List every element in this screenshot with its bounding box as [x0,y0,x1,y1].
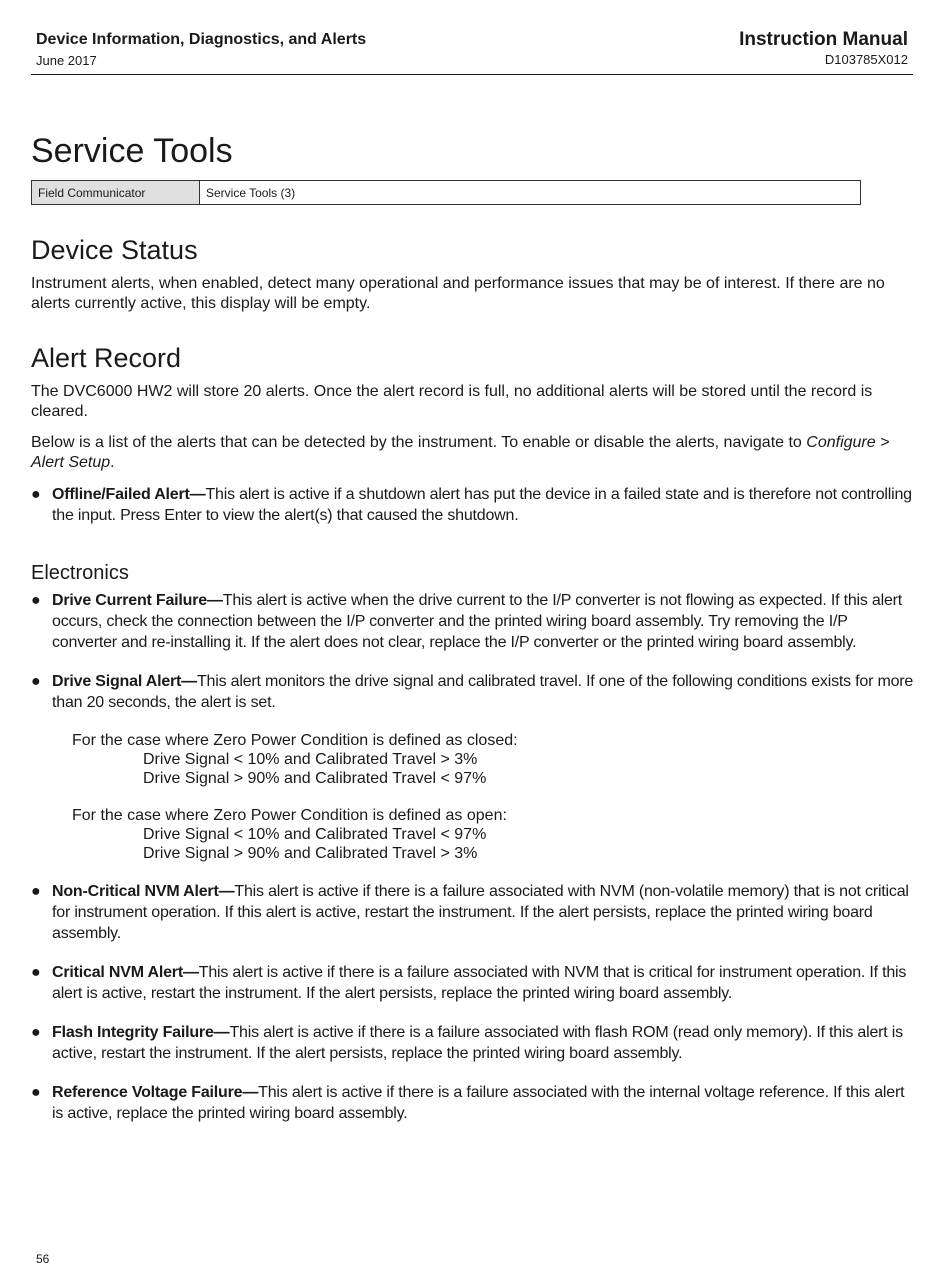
intro-prefix: Below is a list of the alerts that can be detected by the instrument. To enable or disable the alerts, navigate to [31,434,807,451]
list-item [31,671,915,863]
section-title: Device Information, Diagnostics, and Alerts [36,31,367,48]
open-condition-2: Drive Signal > 90% and Calibrated Travel > 3% [143,845,478,862]
alert-description: This alert is active if a shutdown alert has put the device in a failed state and is therefore not controlling the input. Press Enter to view the alert(s) that caused the shutdown. [52,486,912,524]
electronics-heading: Electronics [31,562,129,584]
closed-condition-2: Drive Signal > 90% and Calibrated Travel < 97% [143,770,487,787]
running-header-left [36,30,366,70]
device-status-text: Instrument alerts, when enabled, detect many operational and performance issues that may be of interest. If there are no alerts currently active, this display will be empty. [31,275,885,312]
alert-title: Critical NVM Alert— [52,964,199,981]
publication-date: June 2017 [36,53,97,68]
alert-description: This alert is active if there is a failure associated with NVM that is critical for instrument operation. If this alert is active, restart the instrument. If the alert persists, replace the printed wiring board assembly. [52,964,907,1002]
alert-title: Drive Signal Alert— [52,673,197,690]
bullet-icon: ● [31,883,41,900]
open-condition-intro: For the case where Zero Power Condition is defined as open: [72,807,507,824]
field-communicator-path: Service Tools (3) [200,181,861,205]
list-item [31,484,915,526]
list-item [31,1082,915,1124]
intro-suffix: . [110,453,115,471]
alert-description: This alert is active when the drive current to the I/P converter is not flowing as expected. If this alert occurs, check the connection between the I/P converter and the printed wiring board assembly. Try removing the I/P converter and re-installing it. If the alert does not clear, replace the I/P converter or the printed wiring board assembly. [52,592,903,651]
alert-setup-nav-path: Configure > Alert Setup [31,434,890,471]
document-number: D103785X012 [824,52,908,67]
list-item [31,881,915,944]
alert-title: Non-Critical NVM Alert— [52,883,235,900]
alert-title: Drive Current Failure— [52,592,223,609]
alert-title: Reference Voltage Failure— [52,1084,259,1101]
manual-title: Instruction Manual [739,29,908,50]
alert-description: This alert is active if there is a failure associated with the internal voltage reference. If this alert is active, replace the printed wiring board assembly. [52,1084,905,1122]
closed-condition-1: Drive Signal < 10% and Calibrated Travel > 3% [143,751,478,768]
bullet-icon: ● [31,486,41,503]
open-condition-block [72,806,915,863]
bullet-icon: ● [31,1024,41,1041]
list-item [31,962,915,1004]
bullet-icon: ● [31,592,41,609]
offline-alert-list [31,484,915,526]
alert-description: This alert monitors the drive signal and calibrated travel. If one of the following conditions exists for more than 20 seconds, the alert is set. [52,673,914,711]
list-item [31,590,915,653]
alert-record-intro-text [31,433,915,472]
page-body [31,128,915,1142]
alert-title: Offline/Failed Alert— [52,486,206,503]
closed-condition-intro: For the case where Zero Power Condition is defined as closed: [72,732,518,749]
bullet-icon: ● [31,673,41,690]
closed-condition-block [72,731,915,788]
drive-signal-conditions [72,731,915,863]
bullet-icon: ● [31,1084,41,1101]
page-number: 56 [36,1252,50,1266]
field-communicator-label: Field Communicator [32,181,200,205]
page-title: Service Tools [31,132,233,170]
field-communicator-table [31,180,861,205]
device-status-heading: Device Status [31,235,198,265]
alert-description: This alert is active if there is a failure associated with NVM (non-volatile memory) that is not critical for instrument operation. If this alert is active, restart the instrument. If the alert persists, replace the printed wiring board assembly. [52,883,909,942]
running-header-right [739,28,908,68]
alert-description: This alert is active if there is a failure associated with flash ROM (read only memory). If this alert is active, restart the instrument. If the alert persists, replace the printed wiring board assembly. [52,1024,903,1062]
alert-title: Flash Integrity Failure— [52,1024,230,1041]
electronics-alert-list [31,590,915,1124]
header-divider [31,74,913,75]
alert-record-heading: Alert Record [31,343,182,373]
open-condition-1: Drive Signal < 10% and Calibrated Travel < 97% [143,826,487,843]
alert-record-capacity-text: The DVC6000 HW2 will store 20 alerts. Once the alert record is full, no additional alerts will be stored until the record is cleared. [31,383,873,420]
bullet-icon: ● [31,964,41,981]
list-item [31,1022,915,1064]
